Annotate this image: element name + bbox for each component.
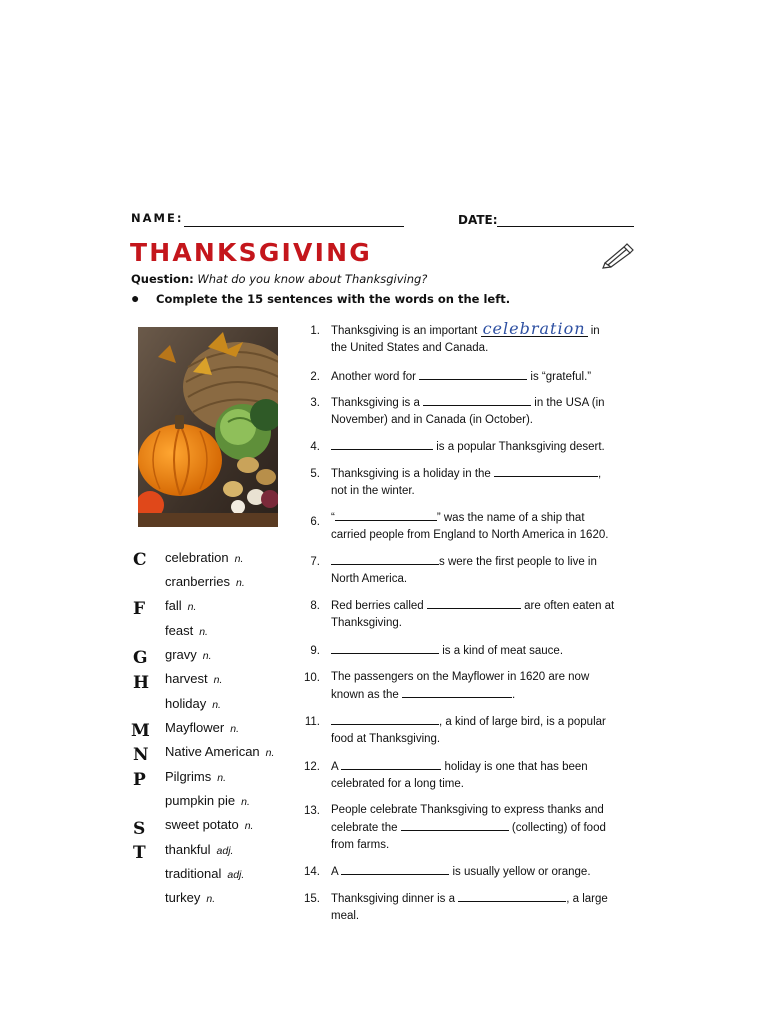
word-item: fall n. xyxy=(165,598,197,613)
question xyxy=(131,272,427,286)
word-item: Pilgrims n. xyxy=(165,769,226,784)
sentence-2: Another word for is “grateful.” xyxy=(331,368,633,386)
answer-blank[interactable] xyxy=(423,394,531,406)
pencil-icon xyxy=(602,241,634,269)
word-item: cranberries n. xyxy=(165,574,245,589)
sentence-9: is a kind of meat sauce. xyxy=(331,642,633,660)
sentence-number: 3. xyxy=(310,397,320,409)
word-item: turkey n. xyxy=(165,890,216,905)
sentence-1: Thanksgiving is an important celebration in the United States and Canada. xyxy=(331,319,600,354)
sentence-8: Red berries called are often eaten at Thanksgiving. xyxy=(331,597,633,632)
sentence-5: Thanksgiving is a holiday in the , not in the winter. xyxy=(331,465,633,500)
sentence-number: 6. xyxy=(310,516,320,528)
answer-blank[interactable] xyxy=(427,597,521,609)
word-item: harvest n. xyxy=(165,671,223,686)
letter-f: F xyxy=(133,599,146,619)
word-item: Mayflower n. xyxy=(165,720,240,735)
answer-blank[interactable] xyxy=(458,890,566,902)
answer-blank[interactable] xyxy=(494,465,598,477)
answer-field[interactable]: celebration xyxy=(482,319,586,338)
sentence-13: People celebrate Thanksgiving to express thanks and celebrate the (collecting) of food from farms. xyxy=(331,804,606,851)
word-item: traditional adj. xyxy=(165,866,245,881)
instruction: Complete the 15 sentences with the words on the left. xyxy=(156,292,511,306)
sentence-number: 4. xyxy=(310,441,320,453)
sentence-number: 5. xyxy=(310,468,320,480)
answer-blank[interactable] xyxy=(335,509,437,521)
answer-blank[interactable] xyxy=(402,686,512,698)
word-item: celebration n. xyxy=(165,550,244,565)
date-label: DATE: xyxy=(458,213,498,227)
question-label: Question: xyxy=(131,272,194,286)
bullet-icon: ● xyxy=(131,290,140,306)
answer-blank[interactable] xyxy=(341,758,441,770)
sentence-number: 8. xyxy=(310,600,320,612)
sentence-number: 1. xyxy=(310,325,320,337)
date-field[interactable] xyxy=(497,226,634,227)
letter-c: C xyxy=(133,550,147,570)
word-item: feast n. xyxy=(165,623,208,638)
letter-t: T xyxy=(133,843,146,863)
letter-h: H xyxy=(133,673,150,693)
letter-m: M xyxy=(131,721,150,741)
sentence-number: 14. xyxy=(304,866,320,878)
answer-blank[interactable] xyxy=(331,642,439,654)
letter-s: S xyxy=(133,819,146,839)
sentence-4: is a popular Thanksgiving desert. xyxy=(331,438,633,456)
sentence-3: Thanksgiving is a in the USA (in November) and in Canada (in October). xyxy=(331,394,633,429)
answer-blank[interactable] xyxy=(331,713,439,725)
word-item: sweet potato n. xyxy=(165,817,254,832)
sentence-number: 13. xyxy=(304,805,320,817)
sentence-number: 7. xyxy=(310,556,320,568)
sentence-10: The passengers on the Mayflower in 1620 are now known as the . xyxy=(331,671,590,701)
sentence-number: 12. xyxy=(304,761,320,773)
sentence-6: “ ” was the name of a ship that carried people from England to North America in 1620. xyxy=(331,509,633,544)
answer-blank[interactable] xyxy=(401,819,509,831)
sentence-12: A holiday is one that has been celebrated for a long time. xyxy=(331,758,633,793)
page-title: THANKSGIVING xyxy=(130,238,372,267)
word-item: gravy n. xyxy=(165,647,212,662)
letter-n: N xyxy=(133,745,149,765)
word-item: Native American n. xyxy=(165,744,275,759)
name-label: NAME: xyxy=(131,211,184,225)
sentence-15: Thanksgiving dinner is a , a large meal. xyxy=(331,890,633,925)
letter-p: P xyxy=(133,770,146,790)
sentence-14: A is usually yellow or orange. xyxy=(331,863,633,881)
question-text: What do you know about Thanksgiving? xyxy=(197,272,428,286)
sentence-number: 10. xyxy=(304,672,320,684)
word-item: pumpkin pie n. xyxy=(165,793,250,808)
sentence-number: 2. xyxy=(310,371,320,383)
sentence-number: 9. xyxy=(310,645,320,657)
sentence-number: 11. xyxy=(304,716,320,728)
answer-blank[interactable] xyxy=(331,553,439,565)
sentence-7: s were the first people to live in North America. xyxy=(331,553,633,588)
word-item: holiday n. xyxy=(165,696,221,711)
name-field[interactable] xyxy=(184,226,404,227)
pumpkin-harvest-photo xyxy=(138,327,278,527)
sentence-11: , a kind of large bird, is a popular food at Thanksgiving. xyxy=(331,713,633,748)
answer-blank[interactable] xyxy=(331,438,433,450)
letter-g: G xyxy=(133,648,148,668)
sentence-number: 15. xyxy=(304,893,320,905)
answer-blank[interactable] xyxy=(419,368,527,380)
answer-blank[interactable] xyxy=(341,863,449,875)
word-item: thankful adj. xyxy=(165,842,234,857)
